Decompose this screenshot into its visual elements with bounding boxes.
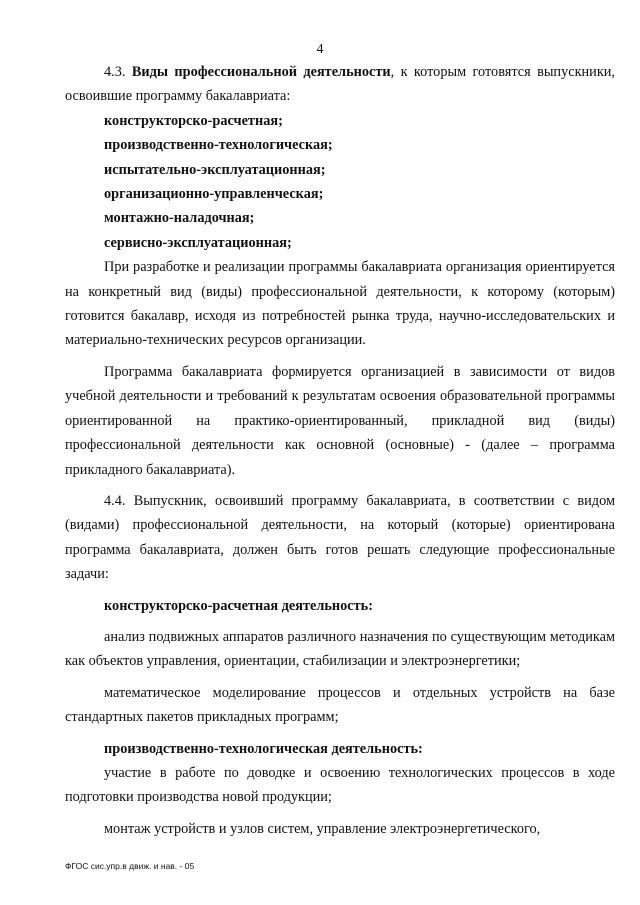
design-task-item: анализ подвижных аппаратов различного назначения по существующим методикам как объектов управления, ориентации, стабилизации и электроэнергетики;: [65, 628, 615, 670]
page-content: [65, 60, 615, 841]
page-number: 4: [316, 42, 324, 57]
production-task-item: монтаж устройств и узлов систем, управление электроэнергетического,: [104, 820, 541, 837]
section-4-3-number: 4.3.: [104, 64, 126, 80]
production-task-item: участие в работе по доводке и освоению технологических процессов в ходе подготовки производства новой продукции;: [65, 764, 615, 806]
paragraph-orientation: При разработке и реализации программы бакалавриата организация ориентируется на конкретный вид (виды) профессиональной деятельности, к которому (которым) готовится бакалавр, исходя из потребностей рынка труда, научно-исследовательских и материально-технических ресурсов организации.: [65, 259, 615, 349]
paragraph-program-formation: Программа бакалавриата формируется организацией в зависимости от видов учебной деятельности и требований к результатам освоения образовательной программы ориентированной на практико-ориентированный, прикладной вид (виды) профессиональной деятельности как основной (основные) - (далее – программа прикладного бакалавриата).: [65, 363, 615, 478]
section-4-3-heading: [65, 60, 615, 109]
activity-type-item: конструкторско-расчетная;: [104, 112, 283, 129]
activity-type-item: монтажно-наладочная;: [104, 210, 255, 227]
activity-type-item: организационно-управленческая;: [104, 186, 324, 203]
section-4-3-title: Виды профессиональной деятельности: [131, 64, 391, 80]
section-4-4-intro: 4.4. Выпускник, освоивший программу бакалавриата, в соответствии с видом (видами) профессиональной деятельности, на который (которые) ориентирована программа бакалавриата, должен быть готов решать следующие профессиональные задачи:: [65, 492, 615, 583]
footer-code: ФГОС сис.упр.в движ. и нав. - 05: [65, 861, 195, 871]
activity-type-item: сервисно-эксплуатационная;: [104, 234, 292, 251]
activity-type-item: производственно-технологическая;: [104, 137, 333, 154]
activity-type-item: испытательно-эксплуатационная;: [104, 161, 326, 178]
production-activity-heading: производственно-технологическая деятельность:: [104, 740, 423, 757]
design-activity-heading: конструкторско-расчетная деятельность:: [104, 597, 373, 614]
section-4-3-rest: , к которым готовятся выпускники, освоившие программу бакалавриата:: [65, 64, 615, 105]
design-task-item: математическое моделирование процессов и отдельных устройств на базе стандартных пакетов прикладных программ;: [65, 684, 615, 726]
